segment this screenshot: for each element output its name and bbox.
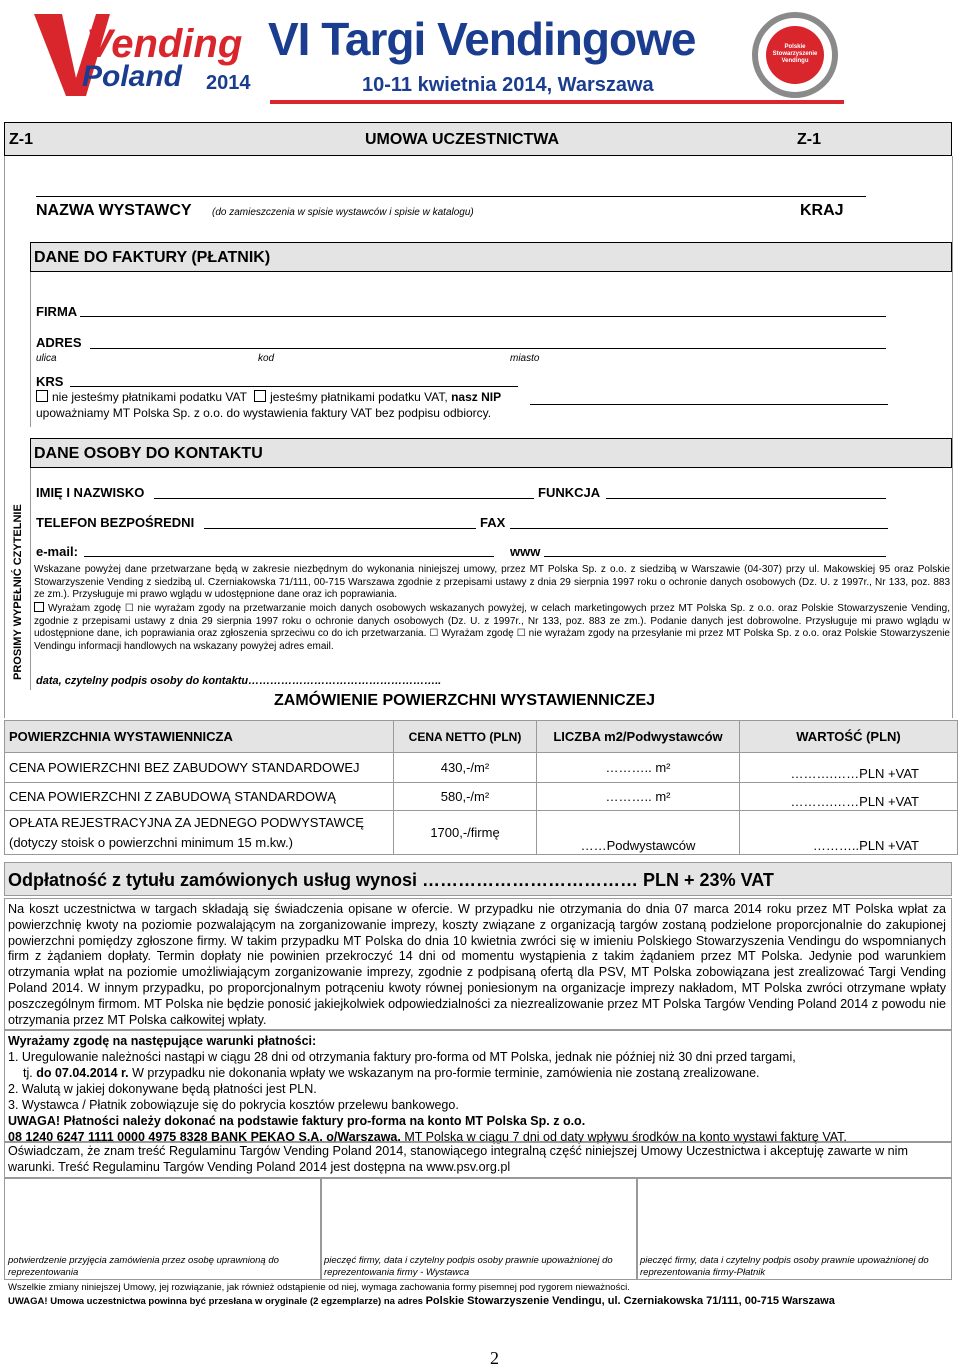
row1-price: 430,-/m² (394, 753, 537, 783)
page-number: 2 (490, 1348, 499, 1368)
nip-field[interactable] (530, 390, 888, 405)
vat-no-checkbox[interactable] (36, 390, 48, 402)
bank-account: 08 1240 6247 1111 0000 4975 8328 BANK PEKAO S.A. o/Warszawa. (8, 1130, 401, 1144)
krs-field[interactable] (70, 372, 518, 387)
row2-value[interactable]: ……….……PLN +VAT (740, 783, 958, 811)
contact-heading: DANE OSOBY DO KONTAKTU (34, 445, 263, 462)
seal-text: Polskie Stowarzyszenie Vendingu (772, 44, 818, 64)
condition-2: 2. Walutą w jakiej dokonywane będą płatności jest PLN. (8, 1082, 317, 1096)
consent-text-2-body: Wyrażam zgodę ☐ nie wyrażam zgody na przetwarzanie moich danych osobowych wskazanych powyżej, w celach marketingowych przez MT Polska Sp. z o.o. oraz Polskie Stowarzyszenie Vending, zgodnie z przepisami ustawy z dnia 29 sierpnia 1997 roku o ochronie danych osobowych (Dz. U. z 1997r., Nr 133, poz. 883 ze zm.). Podanie danych jest dobrowolne. Przysługuje mi prawo wglądu w udostępnione dane, ich poprawiania oraz zgłoszenia sprzeciwu co do ich przetwarzania. ☐ Wyrażam zgodę ☐ nie wyrażam zgody na przesyłanie mi przez MT Polska Sp. z o.o. oraz Polskie Stowarzyszenie Vendingu informacji handlowych na wskazany powyżej adres email. (34, 603, 950, 652)
row3-name: OPŁATA REJESTRACYJNA ZA JEDNEGO PODWYSTAWCĘ (9, 814, 364, 830)
logo-line1: Vending (86, 22, 243, 66)
footer-address: Polskie Stowarzyszenie Vendingu, ul. Czerniakowska 71/111, 00-715 Warszawa (425, 1295, 835, 1307)
condition-1b (23, 1066, 760, 1082)
signature-caption-exhibitor: pieczęć firmy, data i czytelny podpis osoby prawnie upoważnionej do reprezentowania firmy - Wystawca (324, 1255, 613, 1278)
signature-box-exhibitor[interactable] (320, 1178, 638, 1280)
nip-label: nasz NIP (451, 390, 502, 404)
postcode-caption: kod (258, 353, 275, 364)
row3-quantity[interactable]: ……Podwystawców (537, 811, 740, 855)
fax-field[interactable] (510, 514, 888, 529)
condition-1: 1. Uregulowanie należności nastąpi w ciągu 28 dni od otrzymania faktury pro-forma od MT Polska, jednak nie później niż 30 dni przed targami, (8, 1050, 796, 1064)
row2-quantity[interactable]: ……….. m² (537, 783, 740, 811)
firm-label: FIRMA (36, 304, 78, 319)
vat-row (36, 390, 501, 404)
condition-1b-pre: tj. (23, 1066, 33, 1080)
row3-name-cell (5, 811, 394, 855)
form-code-right: Z-1 (797, 131, 821, 148)
contact-name-field[interactable] (154, 484, 534, 499)
krs-label: KRS (36, 374, 64, 389)
terms-text: Na koszt uczestnictwa w targach składają się świadczenia opisane w ofercie. W przypadku nie otrzymania do dnia 07 marca 2014 roku przez MT Polska wpłat za powierzchnię kwoty na poziomie pozwalającym na zorganizowanie imprezy, koszty związane z organizacją targów zostaną podzielone proporcjonalnie do zakupionej powierzchni pomiędzy zgłoszone firmy. W takim przypadku MT Polska do dnia 10 kwietnia zwróci się w imieniu Polskiego Stowarzyszenia Vendingu do wspomnianych firm z żądaniem dopłaty. Termin dopłaty nie powinien przekroczyć 14 dni od momentu wystąpienia z takim żądaniem przez MT Polska. Jedynie pod warunkiem otrzymania wpłat na poziomie umożliwiającym zorganizowanie imprezy, zgodnie z podpisaną ofertą dla PSV, MT Polska zobowiązana jest zrealizować Targi Vending Poland 2014. W innym przypadku, po proporcjonalnym potrąceniu kwoty równej poniesionym na organizacje imprezy nakładom, MT Polska zwróci otrzymane wpłaty poszczególnym firmom. MT Polska nie będzie ponosić jakiejkolwiek odpowiedzialności za niezrealizowanie przez MT Polska Targów Vending Poland 2014 z powodu nie otrzymania przez MT Polska całkowitej wpłaty. (8, 902, 946, 1027)
row2-name: CENA POWIERZCHNI Z ZABUDOWĄ STANDARDOWĄ (5, 783, 394, 811)
row2-price: 580,-/m² (394, 783, 537, 811)
invoice-heading: DANE DO FAKTURY (PŁATNIK) (34, 249, 271, 266)
form-code-left: Z-1 (9, 131, 33, 148)
logo (30, 8, 270, 100)
total-text: Odpłatność z tytułu zamówionych usług wynosi ……………………………… PLN + 23% VAT (8, 870, 774, 890)
address-field[interactable] (90, 332, 886, 349)
www-field[interactable] (544, 542, 886, 557)
event-subtitle: 10-11 kwietnia 2014, Warszawa (362, 74, 654, 96)
footer-attention: UWAGA! Umowa uczestnictwa powinna być przesłana w oryginale (2 egzemplarze) na adres (8, 1296, 423, 1307)
condition-3: 3. Wystawca / Płatnik zobowiązuje się do pokrycia kosztów przelewu bankowego. (8, 1098, 459, 1112)
header-underline (270, 100, 844, 104)
conditions-heading: Wyrażamy zgodę na następujące warunki płatności: (8, 1034, 317, 1048)
declaration-box (4, 1142, 952, 1178)
event-title: VI Targi Vendingowe (268, 13, 696, 65)
signature-box-payer[interactable] (636, 1178, 952, 1280)
association-seal (752, 12, 838, 98)
row3-price: 1700,-/firmę (394, 811, 537, 855)
www-label: www (510, 544, 541, 559)
address-label: ADRES (36, 335, 82, 350)
vat-no-label: nie jesteśmy płatnikami podatku VAT (52, 390, 247, 404)
logo-year: 2014 (206, 72, 251, 94)
city-caption: miasto (510, 353, 540, 364)
firm-field[interactable] (80, 300, 886, 317)
form-title-bar (4, 122, 952, 156)
form-title: UMOWA UCZESTNICTWA (365, 131, 560, 148)
country-label: KRAJ (800, 202, 844, 219)
row3-value[interactable]: ………..PLN +VAT (740, 811, 958, 855)
contact-name-label: IMIĘ I NAZWISKO (36, 485, 145, 500)
col-surface: POWIERZCHNIA WYSTAWIENNICZA (5, 721, 394, 753)
exhibitor-note: (do zamieszczenia w spisie wystawców i spisie w katalogu) (212, 207, 474, 218)
invoice-heading-bar (30, 242, 952, 272)
phone-label: TELEFON BEZPOŚREDNI (36, 515, 195, 530)
consent-text-2 (34, 602, 950, 653)
total-bar (4, 862, 952, 896)
street-caption: ulica (36, 353, 57, 364)
email-label: e-mail: (36, 544, 78, 559)
account-note: MT Polska w ciągu 7 dni od daty wpływu środków na konto wystawi fakturę VAT. (404, 1130, 847, 1144)
row1-value[interactable]: ……….……PLN +VAT (740, 753, 958, 783)
order-heading: ZAMÓWIENIE POWIERZCHNI WYSTAWIENNICZEJ (274, 692, 656, 709)
table-row (5, 811, 958, 855)
signature-caption-payer: pieczęć firmy, data i czytelny podpis osoby prawnie upoważnionej do reprezentowania firmy-Płatnik (640, 1255, 929, 1278)
order-table (4, 720, 958, 855)
conditions-box (4, 1030, 952, 1142)
exhibitor-label: NAZWA WYSTAWCY (36, 202, 192, 219)
authorize-text: upoważniamy MT Polska Sp. z o.o. do wystawienia faktury VAT bez podpisu odbiorcy. (36, 406, 492, 420)
email-field[interactable] (84, 542, 494, 557)
vat-yes-checkbox[interactable] (254, 390, 266, 402)
payment-deadline: do 07.04.2014 r. (36, 1066, 129, 1080)
row1-name: CENA POWIERZCHNI BEZ ZABUDOWY STANDARDOWEJ (5, 753, 394, 783)
signature-line: data, czytelny podpis osoby do kontaktu…………………………………………….. (36, 675, 442, 687)
logo-line2: Poland (82, 60, 183, 93)
marketing-consent-checkbox[interactable] (34, 602, 44, 612)
consent-text-1: Wskazane powyżej dane przetwarzane będą w zakresie niezbędnym do wykonania niniejszej umowy, przez MT Polska Sp. z o.o. z siedzibą w Warszawie (04-307) przy ul. Makowskiej 95 oraz Polskie Stowarzyszenie Vending z siedzibą ul. Czerniakowska 71/111, 00-715 Warszawa zgodnie z przepisami ustawy z dnia 29 sierpnia 1997 roku o ochronie danych osobowych (Dz. U. z 1997r., Nr 133, poz. 883 ze zm.). Przysługuje mi prawo wglądu w udostępnione dane oraz ich poprawiania. (34, 564, 950, 600)
vat-yes-label: jesteśmy płatnikami podatku VAT, (270, 390, 448, 404)
footer-line-2 (8, 1295, 835, 1307)
exhibitor-name-field[interactable] (36, 190, 866, 197)
invoice-frame-left (30, 272, 31, 427)
order-header-row (5, 721, 958, 753)
contact-heading-bar (30, 438, 952, 468)
table-row (5, 783, 958, 811)
frame-right (952, 156, 953, 718)
condition-1b-post: W przypadku nie dokonania wpłaty we wskazanym na pro-formie terminie, zamówienia nie zostaną zrealizowane. (132, 1066, 760, 1080)
col-price: CENA NETTO (PLN) (394, 721, 537, 753)
col-value: WARTOŚĆ (PLN) (740, 721, 958, 753)
function-field[interactable] (606, 484, 886, 499)
signature-box-receiver[interactable] (4, 1178, 322, 1280)
fax-label: FAX (480, 515, 506, 530)
row1-quantity[interactable]: ……….. m² (537, 753, 740, 783)
payment-attention: UWAGA! Płatności należy dokonać na podstawie faktury pro-forma na konto MT Polska Sp. z o.o. (8, 1114, 586, 1128)
contact-frame-left (30, 468, 31, 690)
frame-left (4, 156, 5, 718)
terms-box (4, 898, 952, 1030)
function-label: FUNKCJA (538, 485, 601, 500)
signature-caption-receiver: potwierdzenie przyjęcia zamówienia przez osobę uprawnioną do reprezentowania (8, 1255, 279, 1278)
declaration-text: Oświadczam, że znam treść Regulaminu Targów Vending Poland 2014, stanowiącego integralną część niniejszej Umowy Uczestnictwa i akceptuję zawarte w nim warunki. Treść Regulaminu Targów Vending Poland 2014 jest dostępna na www.psv.org.pl (8, 1144, 908, 1174)
phone-field[interactable] (204, 514, 476, 529)
row3-note: (dotyczy stoisk o powierzchni minimum 15 m.kw.) (9, 834, 293, 850)
side-instruction: PROSIMY WYPEŁNIĆ CZYTELNIE (12, 504, 24, 680)
footer-line-1: Wszelkie zmiany niniejszej Umowy, jej rozwiązanie, jak również odstąpienie od niej, wymaga zachowania formy pisemnej pod rygorem nieważności. (8, 1282, 630, 1293)
table-row (5, 753, 958, 783)
col-quantity: LICZBA m2/Podwystawców (537, 721, 740, 753)
